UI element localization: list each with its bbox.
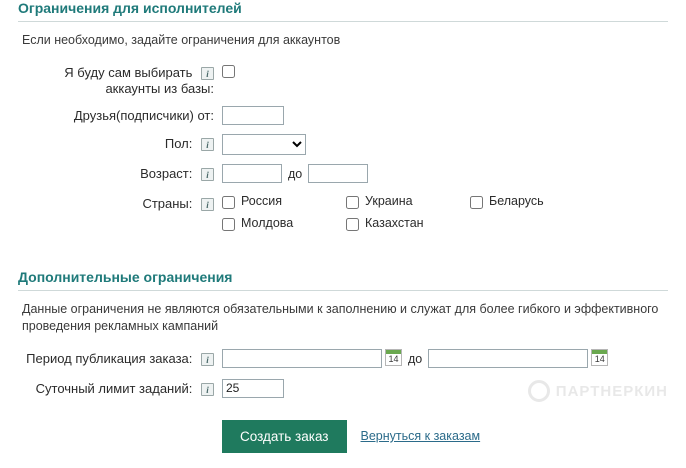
row-daily-limit (18, 379, 668, 398)
age-label (18, 164, 214, 182)
self-select-label (18, 63, 214, 97)
period-field (214, 349, 608, 370)
country-checkbox-input[interactable] (346, 218, 359, 231)
period-from-input[interactable] (222, 349, 382, 368)
friends-field (214, 106, 284, 125)
info-icon[interactable]: i (201, 138, 214, 151)
daily-limit-field (214, 379, 284, 398)
calendar-icon[interactable] (385, 349, 402, 366)
country-checkbox-belarus[interactable] (470, 194, 594, 209)
info-icon[interactable]: i (201, 67, 214, 80)
performers-section-header (18, 0, 668, 22)
country-checkbox-ukraine[interactable] (346, 194, 470, 209)
self-select-label-line1: Я буду сам выбирать (64, 64, 193, 80)
country-checkbox-input[interactable] (222, 196, 235, 209)
info-icon[interactable]: i (201, 383, 214, 396)
self-select-checkbox[interactable] (222, 65, 235, 78)
self-select-field (214, 63, 235, 78)
age-field (214, 164, 368, 185)
row-gender (18, 134, 668, 155)
row-age (18, 164, 668, 185)
additional-section-description: Данные ограничения не являются обязательными к заполнению и служат для более гибкого и эффективного проведения рекламных кампаний (22, 301, 659, 333)
daily-limit-label-text: Суточный лимит заданий: (35, 380, 193, 396)
period-label-text: Период публикация заказа: (26, 350, 193, 366)
period-label (18, 349, 214, 367)
gender-label (18, 134, 214, 152)
country-checkbox-russia[interactable] (222, 194, 346, 209)
info-icon[interactable]: i (201, 198, 214, 211)
friends-input[interactable] (222, 106, 284, 125)
gender-label-text: Пол: (164, 135, 193, 151)
age-separator: до (288, 166, 303, 181)
calendar-icon[interactable] (591, 349, 608, 366)
age-from-input[interactable] (222, 164, 282, 183)
country-checkbox-input[interactable] (222, 218, 235, 231)
age-to-input[interactable] (308, 164, 368, 183)
row-period (18, 349, 668, 370)
period-to-input[interactable] (428, 349, 588, 368)
country-label: Казахстан (365, 216, 424, 231)
countries-row (222, 194, 652, 209)
performers-section-title: Ограничения для исполнителей (18, 0, 242, 16)
country-label: Россия (241, 194, 282, 209)
gender-field (214, 134, 306, 155)
country-label: Молдова (241, 216, 294, 231)
country-checkbox-input[interactable] (346, 196, 359, 209)
period-separator: до (408, 351, 423, 366)
daily-limit-input[interactable] (222, 379, 284, 398)
performers-section-description: Если необходимо, задайте ограничения для аккаунтов (22, 33, 341, 47)
form-actions (18, 420, 668, 453)
country-label: Беларусь (489, 194, 544, 209)
countries-row (222, 216, 652, 231)
age-label-text: Возраст: (140, 165, 193, 181)
gender-select[interactable] (222, 134, 306, 155)
additional-section-header (18, 269, 668, 291)
countries-label-text: Страны: (142, 195, 193, 211)
country-checkbox-moldova[interactable] (222, 216, 346, 231)
countries-field (214, 194, 652, 238)
watermark-text: ПАРТНЕРКИН (555, 382, 668, 400)
row-countries (18, 194, 668, 238)
back-to-orders-link[interactable]: Вернуться к заказам (360, 429, 481, 444)
country-checkbox-input[interactable] (470, 196, 483, 209)
friends-label (18, 106, 214, 124)
countries-label (18, 194, 214, 212)
self-select-label-line2: аккаунты из базы: (105, 80, 214, 96)
create-order-button[interactable]: Создать заказ (222, 420, 347, 453)
calendar-icon-day: 14 (388, 353, 399, 364)
country-label: Украина (365, 194, 413, 209)
friends-label-text: Друзья(подписчики) от: (73, 107, 214, 123)
section-spacer (18, 247, 668, 269)
info-icon[interactable]: i (201, 168, 214, 181)
calendar-icon-day: 14 (594, 353, 605, 364)
daily-limit-label (18, 379, 214, 397)
row-self-select (18, 63, 668, 97)
row-friends (18, 106, 668, 125)
info-icon[interactable]: i (201, 353, 214, 366)
country-checkbox-kazakhstan[interactable] (346, 216, 470, 231)
additional-section-title: Дополнительные ограничения (18, 268, 233, 285)
